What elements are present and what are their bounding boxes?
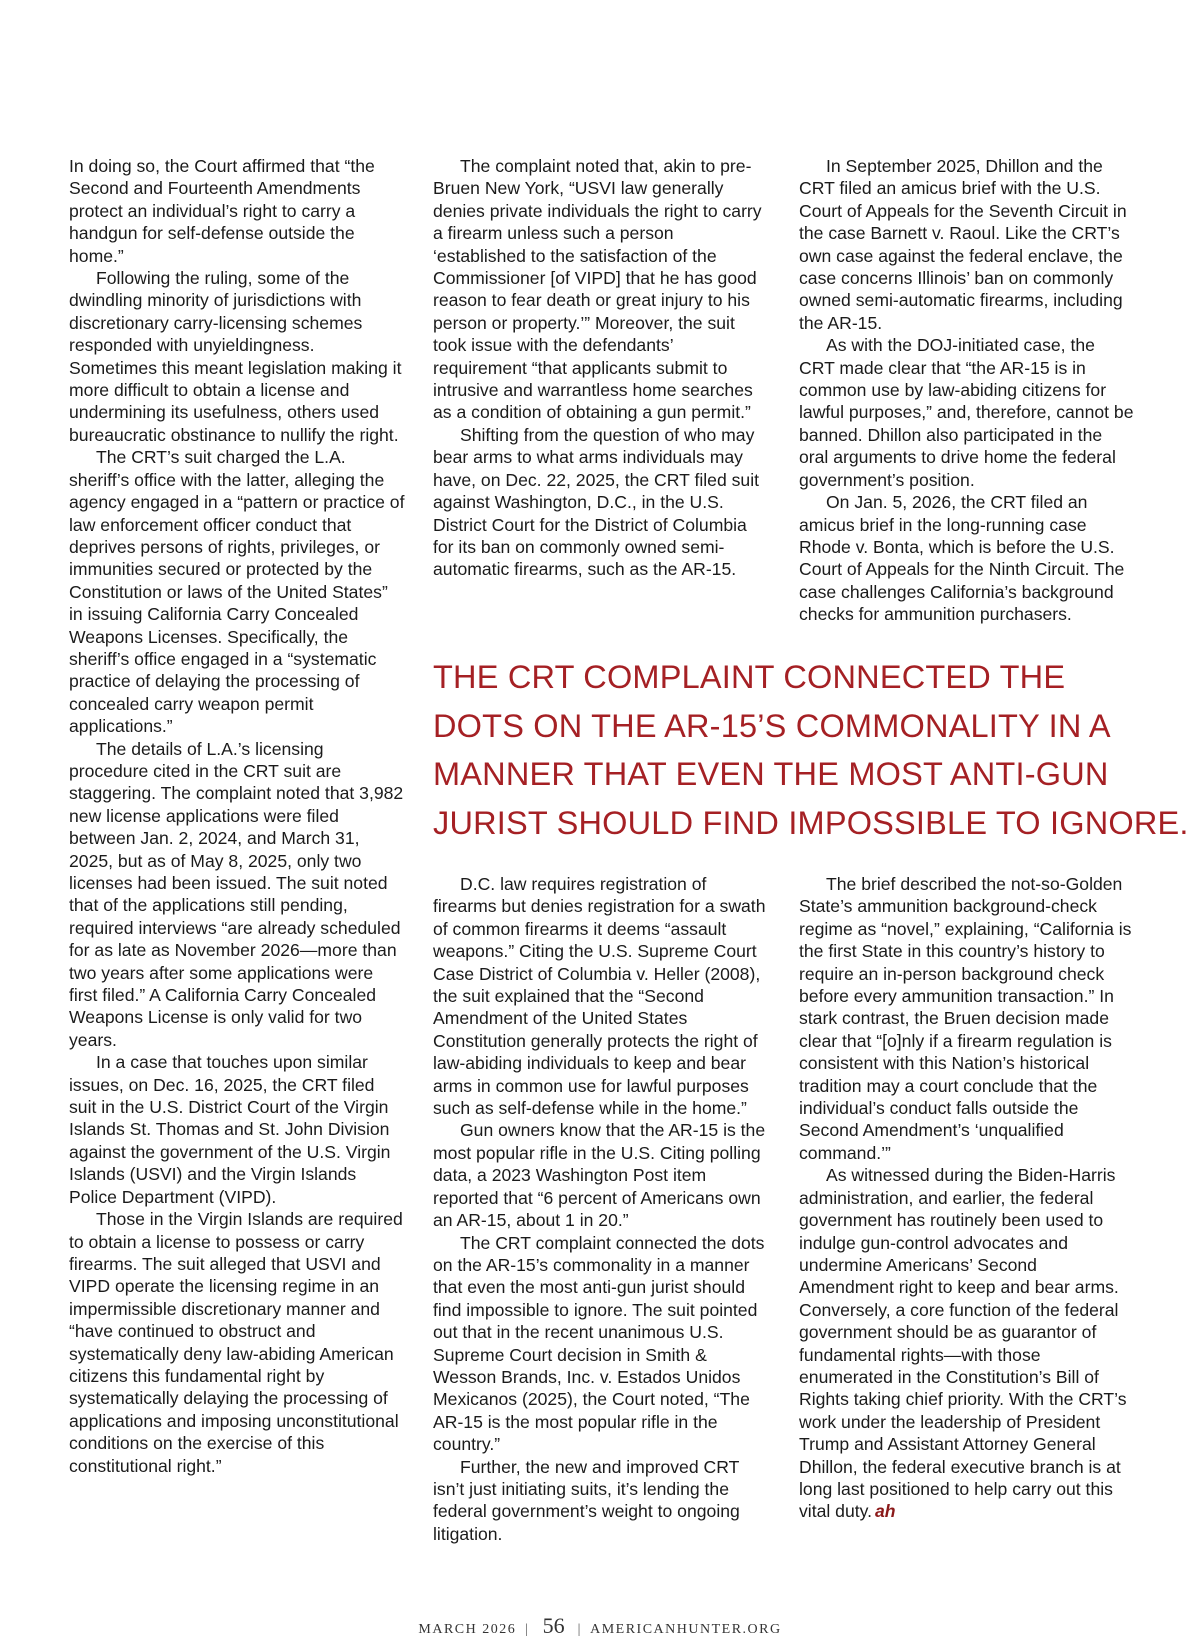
pull-quote-line: MANNER THAT EVEN THE MOST ANTI-GUN: [433, 756, 1109, 792]
pull-quote-line: THE CRT COMPLAINT CONNECTED THE: [433, 659, 1066, 695]
page-footer: [0, 1613, 1200, 1639]
paragraph: As with the DOJ-initiated case, the CRT made clear that “the AR-15 is in common use by law-abiding citizens for lawful purposes,” and, therefore, cannot be banned. Dhillon also participated in the oral arguments to drive home the federal government’s position.: [799, 335, 1134, 490]
end-mark-logo: ah: [875, 1501, 896, 1522]
article-column-2-bottom: [433, 873, 769, 1545]
footer-month: MARCH 2026: [418, 1622, 517, 1637]
paragraph-text: As witnessed during the Biden-Harris administration, and earlier, the federal government has routinely been used to indulge gun-control advocates and undermine Americans’ Second Amendment right to keep and bear arms. Conversely, a core function of the federal government should be as guarantor of fundamental rights—with those enumerated in the Constitution’s Bill of Rights taking chief priority. With the CRT’s work under the leadership of President Trump and Assistant Attorney General Dhillon, the federal executive branch is at long last positioned to help carry out this vital duty.: [799, 1165, 1127, 1522]
footer-divider: |: [577, 1622, 582, 1637]
article-column-3-bottom: [799, 873, 1135, 1523]
paragraph: D.C. law requires registration of firearms but denies registration for a swath of common firearms it deems “assault weapons.” Citing the U.S. Supreme Court Case District of Columbia v. Heller (2008), the suit explained that the “Second Amendment of the United States Constitution generally protects the right of law-abiding individuals to keep and bear arms in common use for lawful purposes such as self-defense while in the home.”: [433, 874, 766, 1119]
paragraph: Following the ruling, some of the dwindling minority of jurisdictions with discretionary carry-licensing schemes responded with unyieldingness. Sometimes this meant legislation making it more difficult to obtain a license and undermining its usefulness, others used bureaucratic obstinance to nullify the right.: [69, 268, 402, 445]
paragraph: The CRT complaint connected the dots on the AR-15’s commonality in a manner that even the most anti-gun jurist should find impossible to ignore. The suit pointed out that in the recent unanimous U.S. Supreme Court decision in Smith & Wesson Brands, Inc. v. Estados Unidos Mexicanos (2025), the Court noted, “The AR-15 is the most popular rifle in the country.”: [433, 1232, 765, 1455]
paragraph: [799, 1164, 1135, 1523]
pull-quote-line: JURIST SHOULD FIND IMPOSSIBLE TO IGNORE.: [433, 804, 1189, 841]
pull-quote: [433, 653, 1189, 847]
article-column-1: [69, 155, 405, 1477]
paragraph: The details of L.A.’s licensing procedure cited in the CRT suit are staggering. The complaint noted that 3,982 new license applications were filed between Jan. 2, 2024, and March 31, 2025, but as of May 8, 2025, only two licenses had been issued. The suit noted that of the applications still pending, required interviews “are already scheduled for as late as November 2026—more than two years after some applications were first filed.” A California Carry Concealed Weapons License is only valid for two years.: [69, 738, 404, 1050]
paragraph: In doing so, the Court affirmed that “the Second and Fourteenth Amendments protect an individual’s right to carry a handgun for self-defense outside the home.”: [69, 156, 375, 266]
paragraph: Gun owners know that the AR-15 is the most popular rifle in the U.S. Citing polling data, a 2023 Washington Post item reported that “6 percent of Americans own an AR-15, about 1 in 20.”: [433, 1120, 766, 1231]
article-column-3-top: [799, 155, 1135, 626]
paragraph: The brief described the not-so-Golden State’s ammunition background-check regime as “novel,” explaining, “California is the first State in this country’s history to require an in-person background check before every ammunition transaction.” In stark contrast, the Bruen decision made clear that “[o]nly if a firearm regulation is consistent with this Nation’s historical tradition may a court conclude that the individual’s conduct falls outside the Second Amendment’s ‘unqualified command.’”: [799, 874, 1132, 1163]
paragraph: In September 2025, Dhillon and the CRT filed an amicus brief with the U.S. Court of Appeals for the Seventh Circuit in the case Barnett v. Raoul. Like the CRT’s own case against the federal enclave, the case concerns Illinois’ ban on commonly owned semi-automatic firearms, including the AR-15.: [799, 156, 1127, 333]
paragraph: Shifting from the question of who may bear arms to what arms individuals may have, on Dec. 22, 2025, the CRT filed suit against Washington, D.C., in the U.S. District Court for the District of Columbia for its ban on commonly owned semi-automatic firearms, such as the AR-15.: [433, 424, 760, 580]
pull-quote-line: DOTS ON THE AR-15’S COMMONALITY IN A: [433, 707, 1111, 744]
page-number: 56: [542, 1613, 565, 1638]
footer-divider: |: [525, 1622, 530, 1637]
paragraph: In a case that touches upon similar issues, on Dec. 16, 2025, the CRT filed suit in the U.S. District Court of the Virgin Islands St. Thomas and St. John Division against the government of the U.S. Virgin Islands (USVI) and the Virgin Islands Police Department (VIPD).: [69, 1052, 391, 1207]
article-column-2-top: [433, 155, 769, 581]
paragraph: The CRT’s suit charged the L.A. sheriff’s office with the latter, alleging the agency engaged in a “pattern or practice of law enforcement officer conduct that deprives persons of rights, privileges, or immunities secured or protected by the Constitution or laws of the United States” in issuing California Carry Concealed Weapons Licenses. Specifically, the sheriff’s office engaged in a “systematic practice of delaying the processing of concealed carry weapon permit applications.”: [69, 447, 405, 737]
paragraph: Further, the new and improved CRT isn’t just initiating suits, it’s lending the federal government’s weight to ongoing litigation.: [433, 1456, 740, 1544]
footer-site: AMERICANHUNTER.ORG: [590, 1622, 782, 1637]
paragraph: On Jan. 5, 2026, the CRT filed an amicus brief in the long-running case Rhode v. Bonta, which is before the U.S. Court of Appeals for the Ninth Circuit. The case challenges California’s background checks for ammunition purchasers.: [799, 492, 1125, 625]
paragraph: Those in the Virgin Islands are required to obtain a license to possess or carry firearms. The suit alleged that USVI and VIPD operate the licensing regime in an impermissible discretionary manner and “have continued to obstruct and systematically deny law-abiding American citizens this fundamental right by systematically delaying the processing of applications and imposing unconstitutional conditions on the exercise of this constitutional right.”: [69, 1209, 403, 1476]
paragraph: The complaint noted that, akin to pre-Bruen New York, “USVI law generally denies private individuals the right to carry a firearm unless such a person ‘established to the satisfaction of the Commissioner [of VIPD] that he has good reason to fear death or great injury to his person or property.’” Moreover, the suit took issue with the defendants’ requirement “that applicants submit to intrusive and warrantless home searches as a condition of obtaining a gun permit.”: [433, 156, 762, 423]
